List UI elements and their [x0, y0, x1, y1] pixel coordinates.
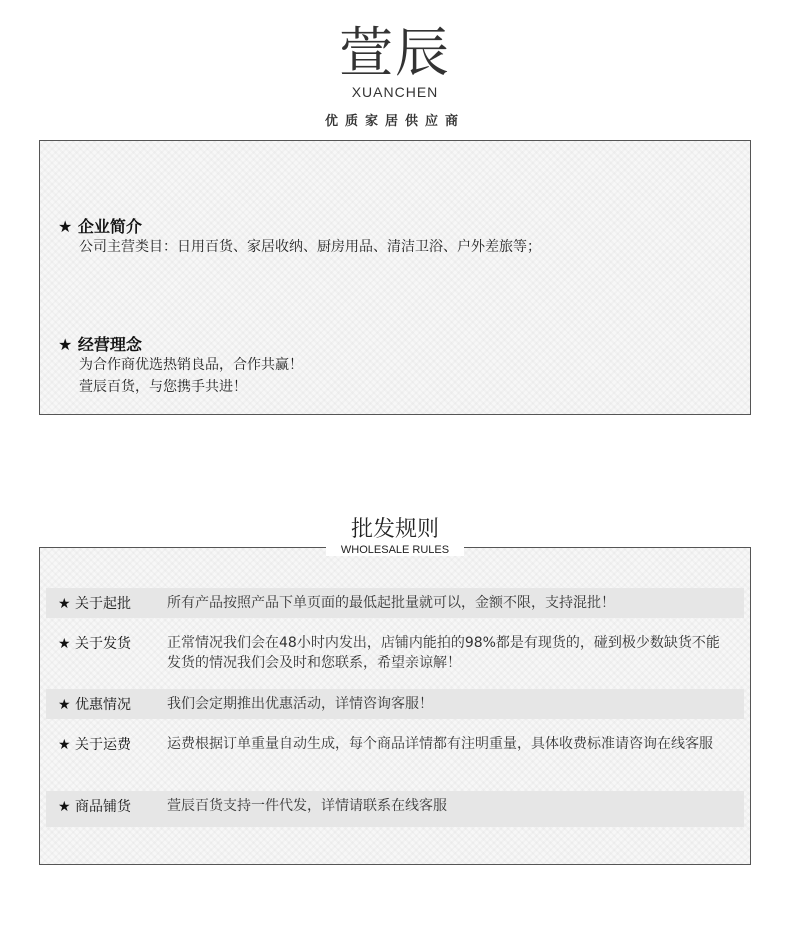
- rule-label: ★ 关于发货: [58, 636, 132, 652]
- wholesale-rules-title: 批发规则: [326, 516, 464, 544]
- rule-row: [46, 791, 744, 827]
- rule-text: 运费根据订单重量自动生成，每个商品详情都有注明重量，具体收费标准请咨询在线客服: [167, 736, 713, 752]
- rule-label: ★ 关于起批: [58, 596, 132, 612]
- business-concept-title: ★ 经营理念: [58, 335, 142, 354]
- company-intro-panel: [39, 140, 751, 415]
- brand-name-cn: 萱辰: [339, 21, 451, 84]
- rule-text: 我们会定期推出优惠活动，详情咨询客服！: [167, 696, 433, 712]
- business-concept-line-1: 为合作商优选热销良品，合作共赢！: [79, 357, 303, 373]
- rule-label: ★ 优惠情况: [58, 697, 132, 713]
- rule-row: [46, 689, 744, 719]
- company-intro-title: ★ 企业简介: [58, 217, 142, 236]
- rule-label: ★ 商品铺货: [58, 799, 132, 815]
- wholesale-rules-panel: [39, 547, 751, 865]
- wholesale-rules-subtitle: WHOLESALE RULES: [326, 544, 464, 556]
- brand-tagline: 优质家居供应商: [324, 114, 465, 129]
- rule-row: [46, 588, 744, 618]
- rule-row: [46, 729, 744, 777]
- rule-text: 萱辰百货支持一件代发，详情请联系在线客服: [167, 798, 447, 814]
- rule-label: ★ 关于运费: [58, 737, 132, 753]
- rule-text: 正常情况我们会在48小时内发出，店铺内能拍的98%都是有现货的，碰到极少数缺货不能发货的情况我们会及时和您联系，希望亲谅解！: [167, 635, 720, 671]
- rule-text: 所有产品按照产品下单页面的最低起批量就可以，金额不限，支持混批！: [167, 595, 615, 611]
- company-intro-text: 公司主营类目：日用百货、家居收纳、厨房用品、清洁卫浴、户外差旅等；: [79, 239, 541, 255]
- rule-row: [46, 628, 744, 676]
- brand-name-en: XUANCHEN: [351, 84, 439, 100]
- business-concept-line-2: 萱辰百货，与您携手共进！: [79, 379, 247, 395]
